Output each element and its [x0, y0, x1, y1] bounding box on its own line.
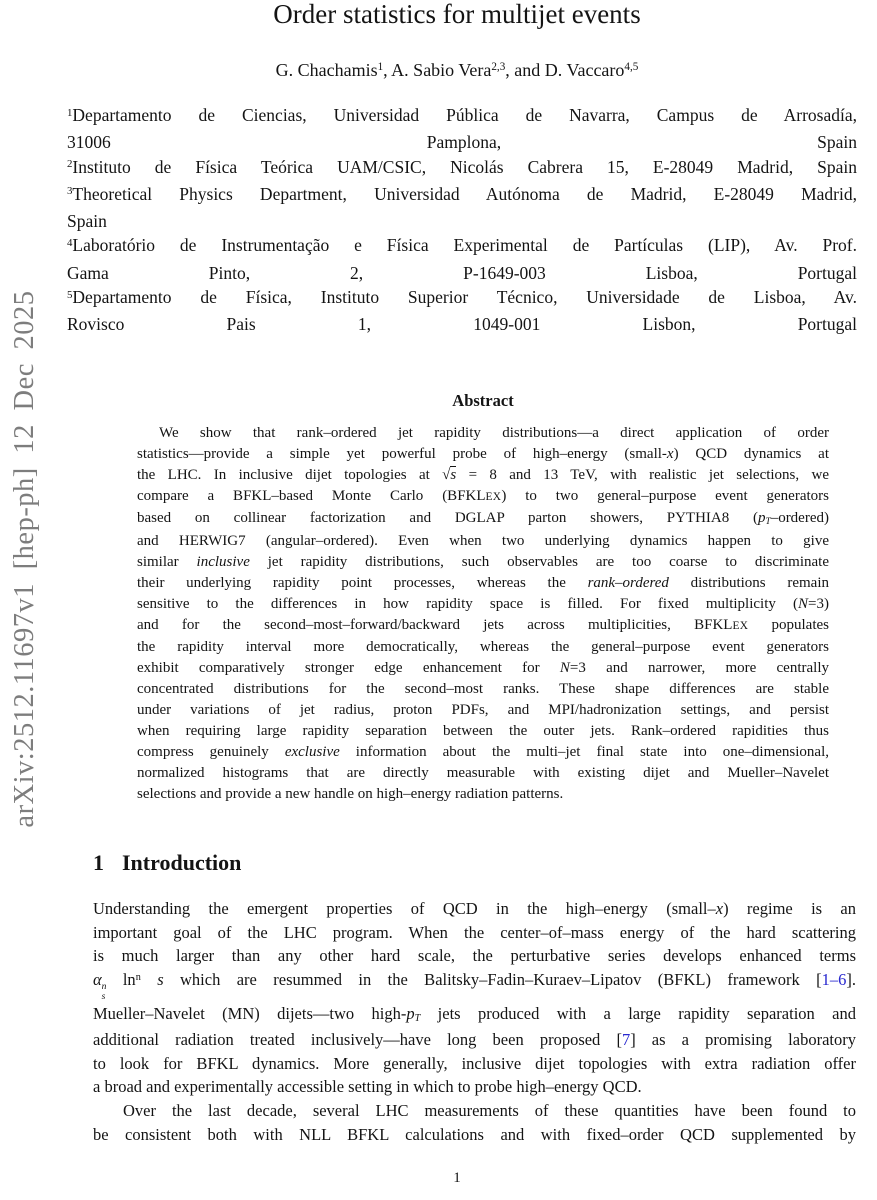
affiliation-line: $^5$Departamento de Física, Instituto Superior Técnico, Universidade de Lisboa, Av.: [67, 287, 857, 308]
affiliation-line: $^3$Theoretical Physics Department, Universidad Autónoma de Madrid, E-28049 Madrid,: [67, 183, 857, 204]
body-line: be consistent both with NLL BFKL calculations and with fixed–order QCD supplemented by: [93, 1124, 856, 1144]
abstract-line: sensitive to the differences in how rapidity space is filled. For fixed multiplicity (N=3): [137, 596, 829, 612]
arxiv-watermark: arXiv:2512.11697v1 [hep-ph] 12 Dec 2025: [9, 290, 40, 828]
citation-link[interactable]: 1–6: [821, 969, 847, 989]
affiliation-line: Rovisco Pais 1, 1049-001 Lisbon, Portugal: [67, 314, 857, 335]
body-line: additional radiation treated inclusively—have long been proposed [7] as a promising laboratory: [93, 1030, 856, 1050]
abstract-line: statistics—provide a simple yet powerful probe of high–energy (small-x) QCD dynamics at: [137, 446, 829, 462]
affiliation-line: $^2$Instituto de Física Teórica UAM/CSIC, Nicolás Cabrera 15, E-28049 Madrid, Spain: [67, 156, 857, 177]
paper-title: Order statistics for multijet events: [273, 0, 641, 29]
abstract-line: based on collinear factorization and DGLAP parton showers, PYTHIA8 (pT–ordered): [137, 510, 829, 528]
body-line: Understanding the emergent properties of QCD in the high–energy (small–x) regime is an: [93, 899, 857, 918]
section-number: 1: [93, 850, 104, 875]
affiliations-block: [67, 103, 857, 337]
abstract-body: [137, 423, 829, 805]
abstract-line: exhibit comparatively stronger edge enhancement for N=3 and narrower, more centrally: [137, 660, 829, 676]
abstract-line: selections and provide a new handle on high–energy radiation patterns.: [137, 786, 564, 802]
abstract-heading: Abstract: [452, 391, 514, 410]
section-title: Introduction: [122, 850, 242, 875]
page-number: 1: [453, 1170, 461, 1186]
body-line: α n s $\ln^n s$ which are resummed in the Balitsky–Fadin–Kuraev–Lipatov (BFKL) framework [1–6].: [93, 969, 856, 1002]
affiliation-line: 31006 Pamplona, Spain: [67, 132, 857, 153]
introduction-text: [93, 897, 856, 1146]
abstract-line: concentrated distributions for the second–most ranks. These shape differences are stable: [137, 681, 829, 697]
abstract-line: normalized histograms that are directly measurable with existing dijet and Mueller–Navelet: [137, 765, 829, 781]
body-line: is much larger than any other hard scale, the perturbative series develops enhanced terms: [93, 946, 856, 966]
abstract-line: We show that rank–ordered jet rapidity distributions—a direct application of order: [159, 425, 829, 441]
citation-link[interactable]: 7: [621, 1030, 631, 1050]
math-supsub: n s: [101, 981, 107, 1002]
abstract-line: compare a BFKL–based Monte Carlo (BFKLEX) to two general–purpose event generators: [137, 488, 829, 504]
abstract-line: and for the second–most–forward/backward jets across multiplicities, BFKLEX populates: [137, 617, 829, 633]
affiliation-line: Spain: [67, 211, 107, 232]
section-heading: [93, 850, 856, 876]
affiliation-line: $^1$Departamento de Ciencias, Universidad Pública de Navarra, Campus de Arrosadía,: [67, 105, 857, 125]
body-line: important goal of the LHC program. When the center–of–mass energy of the hard scattering: [93, 922, 856, 942]
abstract-line: under variations of jet radius, proton PDFs, and MPI/hadronization settings, and persist: [137, 702, 829, 718]
body-line: a broad and experimentally accessible setting in which to probe high–energy QCD.: [93, 1077, 642, 1097]
body-line: to look for BFKL dynamics. More generally, inclusive dijet topologies with extra radiation offer: [93, 1053, 856, 1073]
affiliation-line: $^4$Laboratório de Instrumentação e Física Experimental de Partículas (LIP), Av. Prof.: [67, 235, 857, 256]
abstract-line: their underlying rapidity point processes, whereas the rank–ordered distributions remain: [137, 575, 829, 591]
body-line: Over the last decade, several LHC measurements of these quantities have been found to: [123, 1100, 856, 1120]
affiliation-line: Gama Pinto, 2, P-1649-003 Lisboa, Portugal: [67, 262, 857, 283]
abstract-line: the LHC. In inclusive dijet topologies at √s = 8 and 13 TeV, with realistic jet selections, we: [137, 467, 829, 483]
abstract-line: compress genuinely exclusive information about the multi–jet final state into one–dimensional,: [137, 744, 830, 760]
abstract-line: similar inclusive jet rapidity distributions, such observables are too coarse to discriminate: [137, 554, 829, 570]
body-line: Mueller–Navelet (MN) dijets—two high-pT jets produced with a large rapidity separation and: [93, 1003, 856, 1025]
abstract-line: the rapidity interval more democratically, whereas the general–purpose event generators: [137, 639, 829, 655]
abstract-line: when requiring large rapidity separation between the outer jets. Rank–ordered rapidities thus: [137, 723, 829, 739]
author-line: G. Chachamis$^1$, A. Sabio Vera$^{2,3}$, and D. Vaccaro$^{4,5}$: [275, 60, 639, 80]
abstract-line: and HERWIG7 (angular–ordered). Even when two underlying dynamics happen to give: [137, 533, 829, 549]
